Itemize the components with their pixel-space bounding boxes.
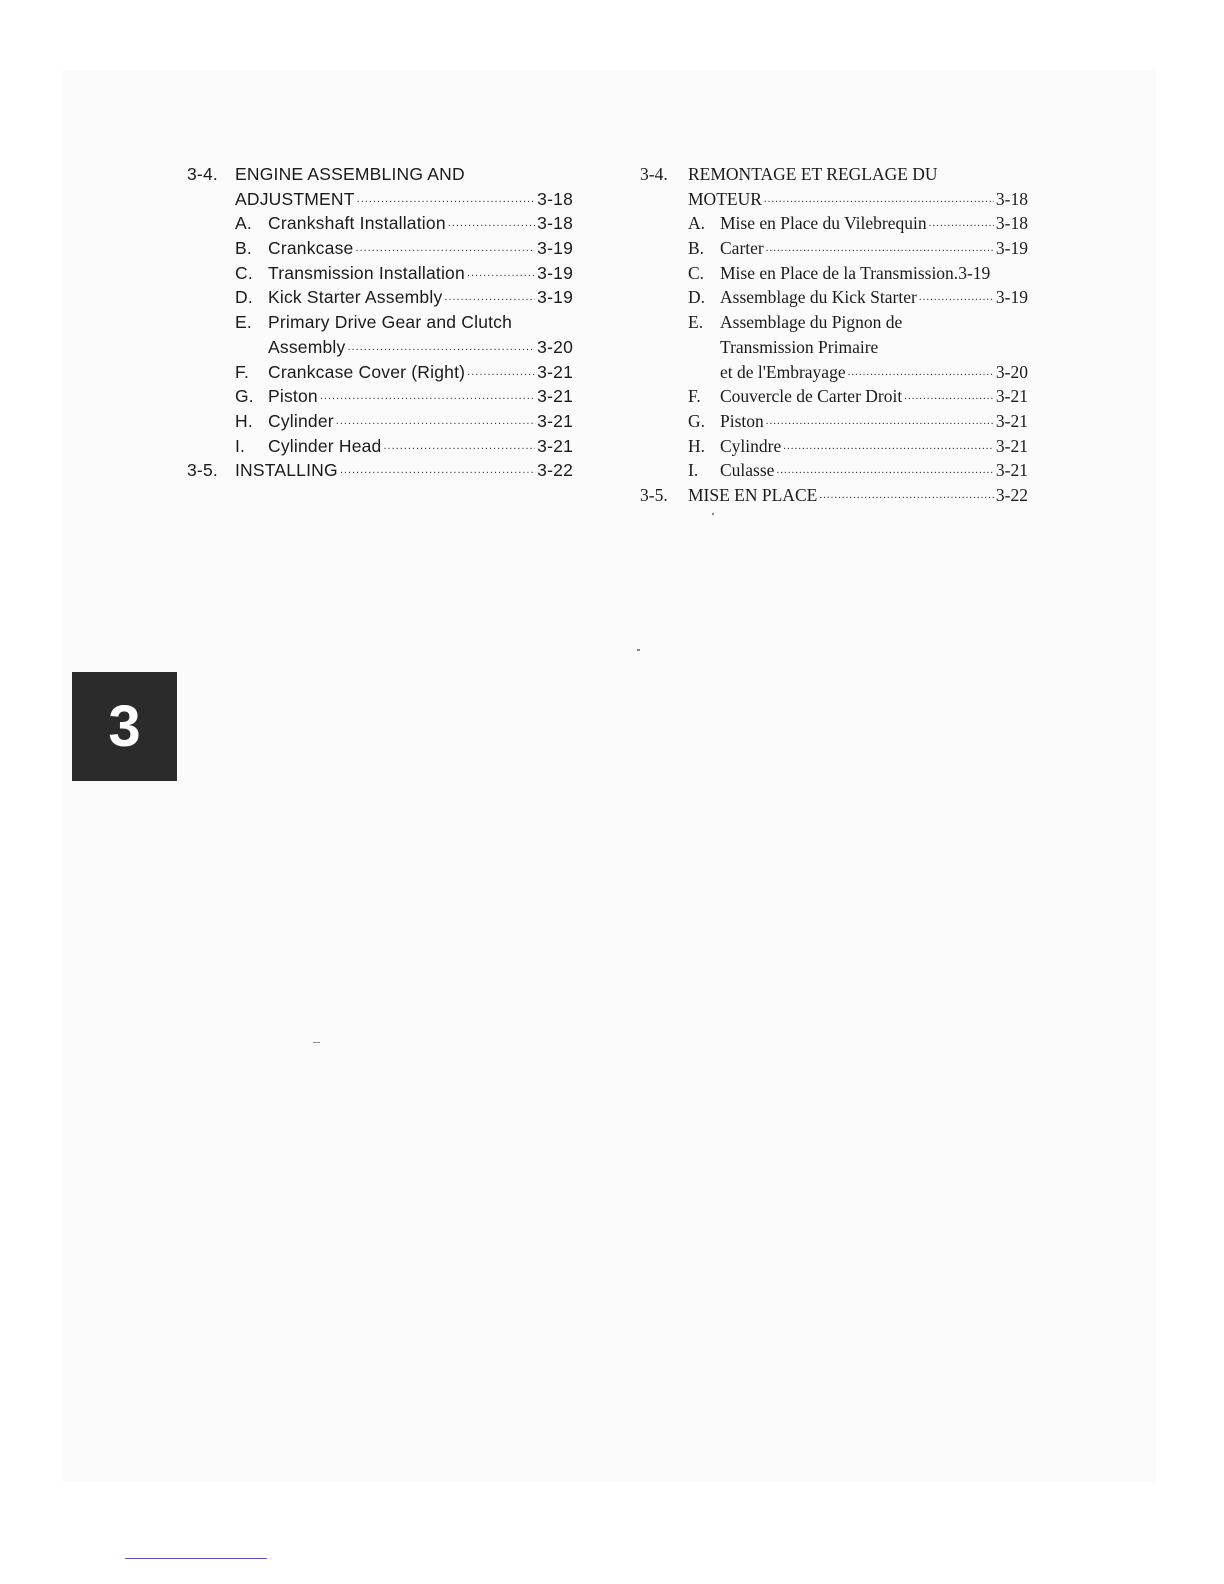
item-label: Assemblage du Kick Starter — [720, 287, 917, 308]
page-number: 3-19 — [537, 238, 573, 259]
item-label: Cylindre — [720, 435, 782, 456]
toc-section-heading — [640, 162, 1030, 187]
toc-entry[interactable] — [187, 236, 577, 261]
page-number: 3-21 — [537, 361, 573, 382]
leader-dots — [819, 483, 994, 508]
item-label: Couvercle de Carter Droit — [720, 386, 903, 407]
item-label-cont: Transmission Primaire — [720, 336, 879, 357]
scan-speck — [637, 649, 640, 651]
item-letter: A. — [688, 213, 706, 234]
leader-dots — [467, 261, 535, 286]
section-number: 3-5. — [640, 484, 668, 505]
leader-dots — [848, 360, 994, 385]
item-letter: E. — [688, 312, 704, 333]
page-number: 3-22 — [537, 460, 573, 481]
page-number: 3-21 — [995, 460, 1028, 481]
page-number: 3-19 — [995, 287, 1028, 308]
leader-dots — [448, 211, 535, 236]
section-title: INSTALLING — [235, 460, 338, 481]
chapter-number: 3 — [108, 694, 141, 759]
toc-entry[interactable] — [187, 409, 577, 434]
toc-entry[interactable] — [640, 310, 1030, 335]
page-number: 3-20 — [995, 361, 1028, 382]
leader-dots — [467, 360, 535, 385]
item-label: Kick Starter Assembly — [268, 287, 443, 308]
page-number: 3-18 — [995, 188, 1028, 209]
toc-entry[interactable] — [640, 384, 1030, 409]
chapter-tab — [72, 672, 177, 781]
toc-section-entry[interactable] — [187, 458, 577, 483]
item-letter: B. — [688, 238, 705, 259]
page-number: 3-19 — [537, 262, 573, 283]
item-label-cont: et de l'Embrayage — [720, 361, 846, 382]
item-letter: I. — [688, 460, 699, 481]
page-number: 3-21 — [537, 386, 573, 407]
toc-entry[interactable] — [640, 261, 1030, 286]
toc-entry[interactable] — [187, 261, 577, 286]
item-letter: D. — [235, 287, 253, 308]
section-title-cont: MOTEUR — [688, 188, 762, 209]
item-label: Cylinder Head — [268, 435, 382, 456]
item-letter: I. — [235, 435, 246, 456]
page-number: 3-19 — [995, 238, 1028, 259]
item-label: Crankcase — [268, 238, 354, 259]
toc-entry-cont[interactable] — [640, 335, 1030, 360]
item-letter: B. — [235, 238, 252, 259]
toc-entry[interactable] — [187, 285, 577, 310]
footer-rule — [125, 1558, 267, 1559]
leader-dots — [347, 335, 535, 360]
item-label: Piston — [720, 410, 764, 431]
toc-english — [187, 162, 577, 483]
item-label: Piston — [268, 386, 318, 407]
leader-dots — [336, 409, 535, 434]
toc-entry[interactable] — [187, 434, 577, 459]
page-number: 3-18 — [537, 188, 573, 209]
item-letter: H. — [688, 435, 706, 456]
toc-entry[interactable] — [640, 409, 1030, 434]
leader-dots — [904, 384, 994, 409]
toc-entry[interactable] — [640, 458, 1030, 483]
item-label: Mise en Place du Vilebrequin — [720, 213, 927, 234]
page-number: 3-18 — [995, 213, 1028, 234]
leader-dots — [384, 434, 536, 459]
item-label: Transmission Installation — [268, 262, 465, 283]
item-letter: F. — [688, 386, 701, 407]
item-letter: E. — [235, 312, 252, 333]
leader-dots — [320, 384, 535, 409]
scan-speck — [313, 1042, 320, 1043]
leader-dots — [357, 187, 536, 212]
leader-dots — [783, 434, 994, 459]
leader-dots — [929, 211, 994, 236]
page-number: 3-21 — [537, 410, 573, 431]
leader-dots — [764, 187, 994, 212]
section-number: 3-4. — [187, 164, 218, 184]
section-number: 3-5. — [187, 460, 218, 481]
item-letter: C. — [235, 262, 253, 283]
toc-section-entry[interactable] — [640, 483, 1030, 508]
item-letter: A. — [235, 213, 252, 234]
section-title-cont: ADJUSTMENT — [235, 188, 355, 209]
leader-dots — [355, 236, 535, 261]
toc-entry[interactable] — [640, 211, 1030, 236]
toc-entry[interactable] — [187, 360, 577, 385]
item-label: Culasse — [720, 460, 775, 481]
toc-entry[interactable] — [187, 187, 577, 212]
page-number: 3-19 — [958, 262, 991, 283]
item-label-cont: Assembly — [268, 336, 346, 357]
section-number: 3-4. — [640, 164, 668, 184]
section-title: REMONTAGE ET REGLAGE DU — [688, 164, 938, 184]
leader-dots — [776, 458, 993, 483]
toc-french — [640, 162, 1030, 508]
item-label: Cylinder — [268, 410, 334, 431]
page-number: 3-21 — [537, 435, 573, 456]
toc-entry[interactable] — [640, 236, 1030, 261]
page-number: 3-22 — [995, 484, 1028, 505]
toc-entry[interactable] — [187, 384, 577, 409]
section-title: ENGINE ASSEMBLING AND — [235, 164, 465, 184]
scan-speck — [712, 513, 714, 515]
leader-dots — [766, 236, 994, 261]
page-number: 3-21 — [995, 386, 1028, 407]
item-letter: G. — [688, 410, 706, 431]
leader-dots — [340, 458, 535, 483]
toc-entry-cont[interactable] — [187, 335, 577, 360]
page-number: 3-18 — [537, 213, 573, 234]
section-title: MISE EN PLACE — [688, 484, 818, 505]
leader-dots — [766, 409, 994, 434]
item-letter: D. — [688, 287, 706, 308]
page-number: 3-21 — [995, 435, 1028, 456]
item-letter: G. — [235, 386, 254, 407]
leader-dots — [919, 285, 994, 310]
toc-entry-cont[interactable] — [640, 360, 1030, 385]
toc-entry[interactable] — [640, 187, 1030, 212]
item-letter: F. — [235, 361, 250, 382]
toc-entry[interactable] — [187, 211, 577, 236]
item-letter: H. — [235, 410, 253, 431]
page-number: 3-21 — [995, 410, 1028, 431]
item-label: Crankcase Cover (Right) — [268, 361, 466, 382]
toc-section-heading — [187, 162, 577, 187]
page-number: 3-19 — [537, 287, 573, 308]
item-label: Assemblage du Pignon de — [720, 312, 903, 333]
leader-dots — [444, 285, 535, 310]
item-letter: C. — [688, 262, 705, 283]
item-label: Crankshaft Installation — [268, 213, 446, 234]
item-label: Mise en Place de la Transmission. — [720, 262, 959, 283]
item-label: Primary Drive Gear and Clutch — [268, 312, 513, 333]
toc-entry[interactable] — [640, 434, 1030, 459]
page-number: 3-20 — [537, 336, 573, 357]
toc-entry[interactable] — [640, 285, 1030, 310]
toc-entry[interactable] — [187, 310, 577, 335]
item-label: Carter — [720, 238, 764, 259]
